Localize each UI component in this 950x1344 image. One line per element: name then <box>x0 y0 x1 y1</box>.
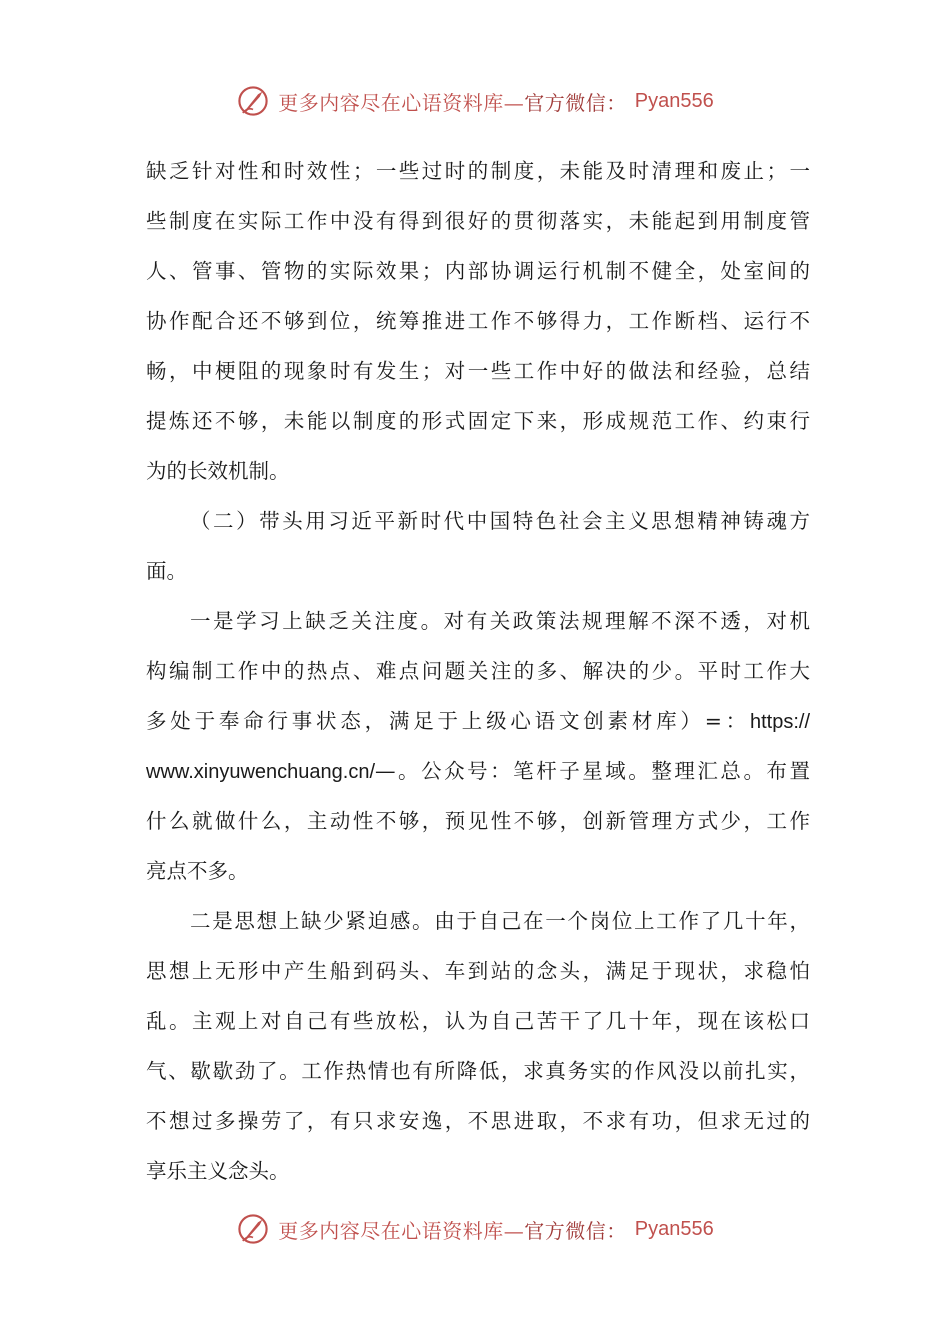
text-line: 什么就做什么，主动性不够，预见性不够，创新管理方式少，工作 <box>146 809 810 833</box>
watermark-text: 更多内容尽在心语资料库—官方微信： <box>278 90 627 115</box>
header-watermark <box>0 84 950 118</box>
text-line: 提炼还不够，未能以制度的形式固定下来，形成规范工作、约束行 <box>146 409 810 433</box>
text-line: 二是思想上缺少紧迫感。由于自己在一个岗位上工作了几十年， <box>190 909 810 933</box>
text-line: 人、管事、管物的实际效果；内部协调运行机制不健全，处室间的 <box>146 259 810 283</box>
pen-nib-logo-icon <box>236 84 270 118</box>
text-line: 思想上无形中产生船到码头、车到站的念头，满足于现状，求稳怕 <box>146 959 810 983</box>
section-heading: （二）带头用习近平新时代中国特色社会主义思想精神铸魂方 <box>190 509 810 533</box>
text-line-url: www.xinyuwenchuang.cn/—。公众号：笔杆子星域。整理汇总。布置 <box>146 759 810 783</box>
text-line: 享乐主义念头。 <box>146 1159 290 1183</box>
text-line: 些制度在实际工作中没有得到很好的贯彻落实，未能起到用制度管 <box>146 209 810 233</box>
text-line: 协作配合还不够到位，统筹推进工作不够得力，工作断档、运行不 <box>146 309 810 333</box>
text-line: 气、歇歇劲了。工作热情也有所降低，求真务实的作风没以前扎实， <box>146 1059 810 1083</box>
text-line: 构编制工作中的热点、难点问题关注的多、解决的少。平时工作大 <box>146 659 810 683</box>
text-line: 缺乏针对性和时效性；一些过时的制度，未能及时清理和废止；一 <box>146 159 810 183</box>
document-body <box>146 146 810 1196</box>
text-line: 畅，中梗阻的现象时有发生；对一些工作中好的做法和经验，总结 <box>146 359 810 383</box>
text-line: 为的长效机制。 <box>146 459 290 483</box>
pen-nib-logo-icon <box>236 1212 270 1246</box>
text-line: 亮点不多。 <box>146 859 249 883</box>
text-line: 不想过多操劳了，有只求安逸，不思进取，不求有功，但求无过的 <box>146 1109 810 1133</box>
text-line: 乱。主观上对自己有些放松，认为自己苦干了几十年，现在该松口 <box>146 1009 810 1033</box>
section-heading-end: 面。 <box>146 559 187 583</box>
footer-watermark <box>0 1212 950 1246</box>
watermark-wechat-id: Pyan556 <box>634 1217 714 1240</box>
text-line: 一是学习上缺乏关注度。对有关政策法规理解不深不透，对机 <box>190 609 810 633</box>
text-line: 多处于奉命行事状态，满足于上级心语文创素材库）=：https:// <box>146 709 810 733</box>
watermark-wechat-id: Pyan556 <box>634 89 714 112</box>
watermark-text: 更多内容尽在心语资料库—官方微信： <box>278 1218 627 1243</box>
